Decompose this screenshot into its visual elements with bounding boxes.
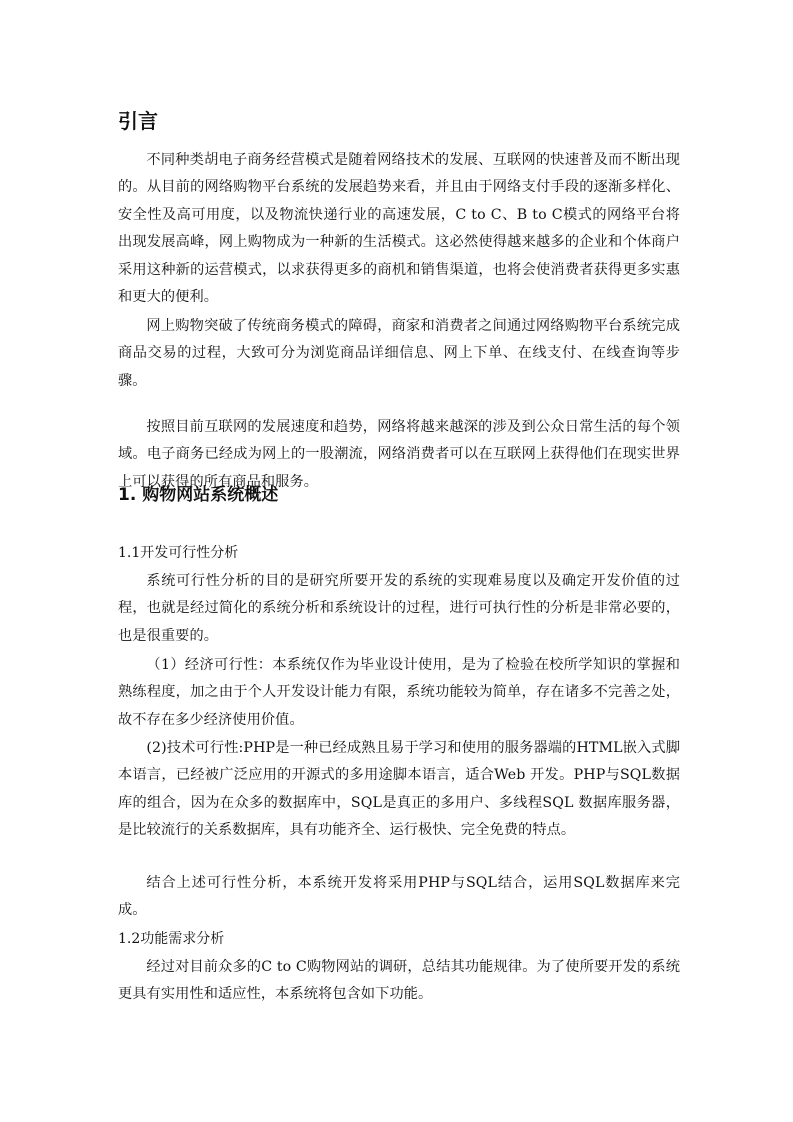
section-1-1-paragraph-3: (2)技术可行性:PHP是一种已经成熟且易于学习和使用的服务器端的HTML嵌入式脚本语言，已经被广泛应用的开源式的多用途脚本语言，适合Web 开发。PHP与SQL数据库的组合，因为在众多的数据库中，SQL是真正的多用户、多线程SQL 数据库服务器，是比较流行的关系数据库，具有功能齐全、运行极快、完全免费的特点。 <box>118 740 680 839</box>
section-1-2-paragraph-1: 经过对目前众多的C to C购物网站的调研，总结其功能规律。为了使所要开发的系统更具有实用性和适应性，本系统将包含如下功能。 <box>118 959 680 1003</box>
section-1-1-paragraph-1: 系统可行性分析的目的是研究所要开发的系统的实现难易度以及确定开发价值的过程，也就是经过简化的系统分析和系统设计的过程，进行可执行性的分析是非常必要的，也是很重要的。 <box>118 573 680 644</box>
section-1-1-paragraph-2: （1）经济可行性：本系统仅作为毕业设计使用，是为了检验在校所学知识的掌握和熟练程度，加之由于个人开发设计能力有限，系统功能较为简单，存在诸多不完善之处，故不存在多少经济使用价值。 <box>118 657 680 728</box>
section-1-2-heading: 1.2功能需求分析 <box>118 931 225 947</box>
section-1-1-paragraph-4: 结合上述可行性分析，本系统开发将采用PHP与SQL结合，运用SQL数据库来完成。 <box>118 875 680 919</box>
section-1-heading: 1. 购物网站系统概述 <box>118 485 279 505</box>
intro-heading: 引言 <box>118 109 158 133</box>
intro-paragraph-2: 网上购物突破了传统商务模式的障碍，商家和消费者之间通过网络购物平台系统完成商品交易的过程，大致可分为浏览商品详细信息、网上下单、在线支付、在线查询等步骤。 <box>118 318 680 389</box>
intro-paragraph-3: 按照目前互联网的发展速度和趋势，网络将越来越深的涉及到公众日常生活的每个领域。电子商务已经成为网上的一股潮流，网络消费者可以在互联网上获得他们在现实世界上可以获得的所有商品和服务。 <box>118 419 680 490</box>
intro-paragraph-1: 不同种类胡电子商务经营模式是随着网络技术的发展、互联网的快速普及而不断出现的。从目前的网络购物平台系统的发展趋势来看，并且由于网络支付手段的逐渐多样化、安全性及高可用度，以及物流快递行业的高速发展，C to C、B to C模式的网络平台将出现发展高峰，网上购物成为一种新的生活模式。这必然使得越来越多的企业和个体商户采用这种新的运营模式，以求获得更多的商机和销售渠道，也将会使消费者获得更多实惠和更大的便利。 <box>118 152 680 306</box>
section-1-1-heading: 1.1开发可行性分析 <box>118 545 239 561</box>
